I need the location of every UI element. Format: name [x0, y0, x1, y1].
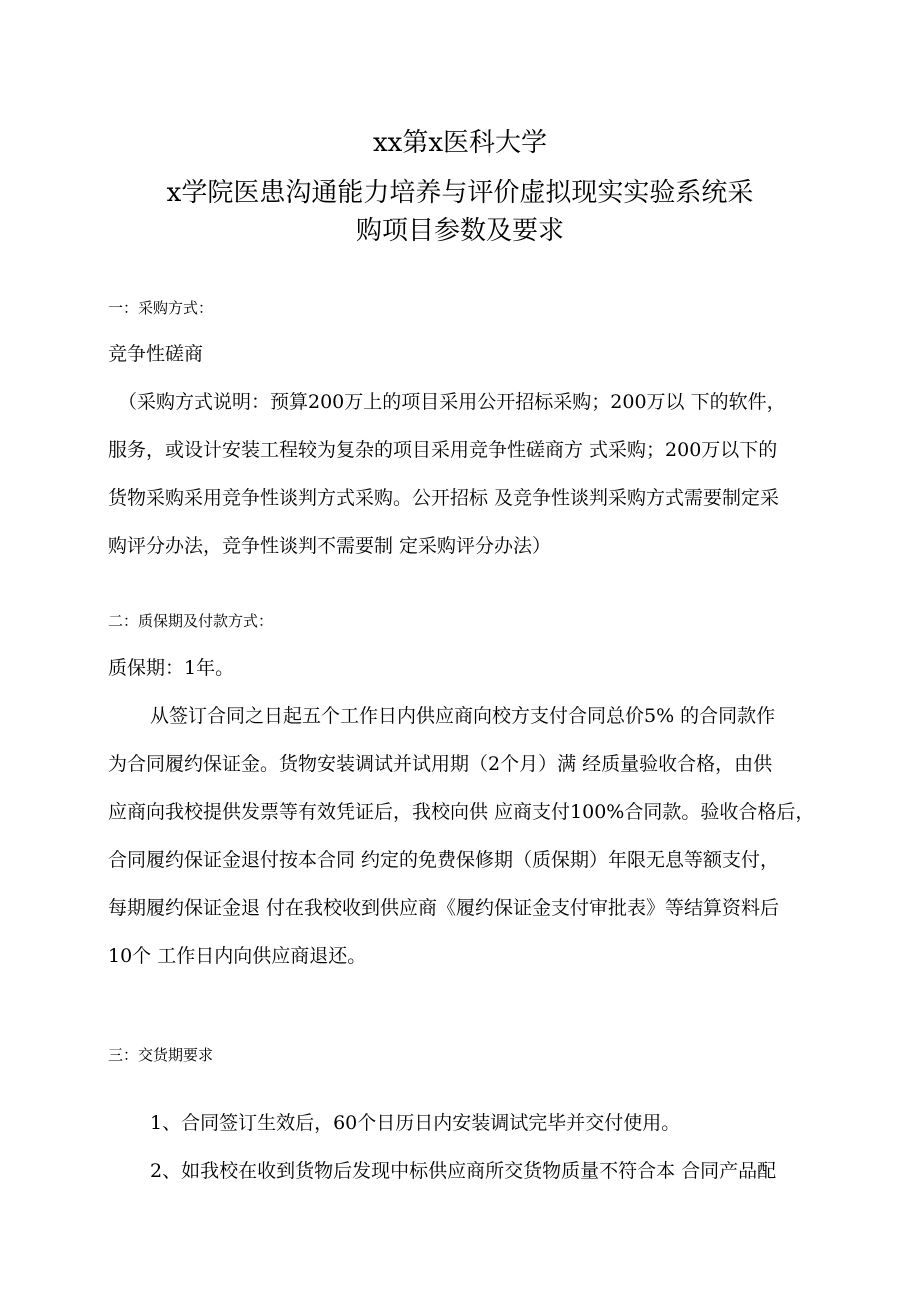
payment-terms-line: 为合同履约保证金。货物安装调试并试用期（2个月）满 经质量验收合格，由供: [108, 753, 773, 775]
warranty-period: 质保期：1年。: [108, 657, 235, 679]
procurement-note-line: 服务，或设计安装工程较为复杂的项目采用竞争性磋商方 式采购；200万以下的: [108, 439, 778, 461]
section-3-heading: 三：交货期要求: [108, 1046, 214, 1064]
section-1-heading: 一：采购方式：: [108, 299, 214, 317]
payment-terms-line: 从签订合同之日起五个工作日内供应商向校方支付合同总价5% 的合同款作: [150, 705, 776, 727]
delivery-item: 2、如我校在收到货物后发现中标供应商所交货物质量不符合本 合同产品配: [150, 1160, 777, 1182]
payment-terms-line: 应商向我校提供发票等有效凭证后，我校向供 应商支付100%合同款。验收合格后，: [108, 801, 815, 823]
document-title-line-2: x学院医患沟通能力培养与评价虚拟现实实验系统采: [166, 178, 754, 208]
delivery-item: 1、合同签订生效后，60个日历日内安装调试完毕并交付使用。: [150, 1112, 681, 1134]
procurement-note-line: 购评分办法，竞争性谈判不需要制 定采购评分办法）: [108, 535, 552, 557]
payment-terms-line: 合同履约保证金退付按本合同 约定的免费保修期（质保期）年限无息等额支付，: [108, 849, 780, 871]
procurement-method: 竞争性磋商: [108, 343, 204, 365]
section-2-heading: 二：质保期及付款方式：: [108, 612, 274, 630]
procurement-note-line: 货物采购采用竞争性谈判方式采购。公开招标 及竞争性谈判采购方式需要制定采: [108, 487, 780, 509]
procurement-note-line: （采购方式说明：预算200万上的项目采用公开招标采购；200万以 下的软件，: [118, 391, 786, 413]
document-title-line-3: 购项目参数及要求: [355, 216, 564, 246]
payment-terms-line: 10个 工作日内向供应商退还。: [108, 945, 367, 967]
payment-terms-line: 每期履约保证金退 付在我校收到供应商《履约保证金支付审批表》等结算资料后: [108, 897, 780, 919]
document-title-line-1: xx第x医科大学: [373, 128, 547, 158]
